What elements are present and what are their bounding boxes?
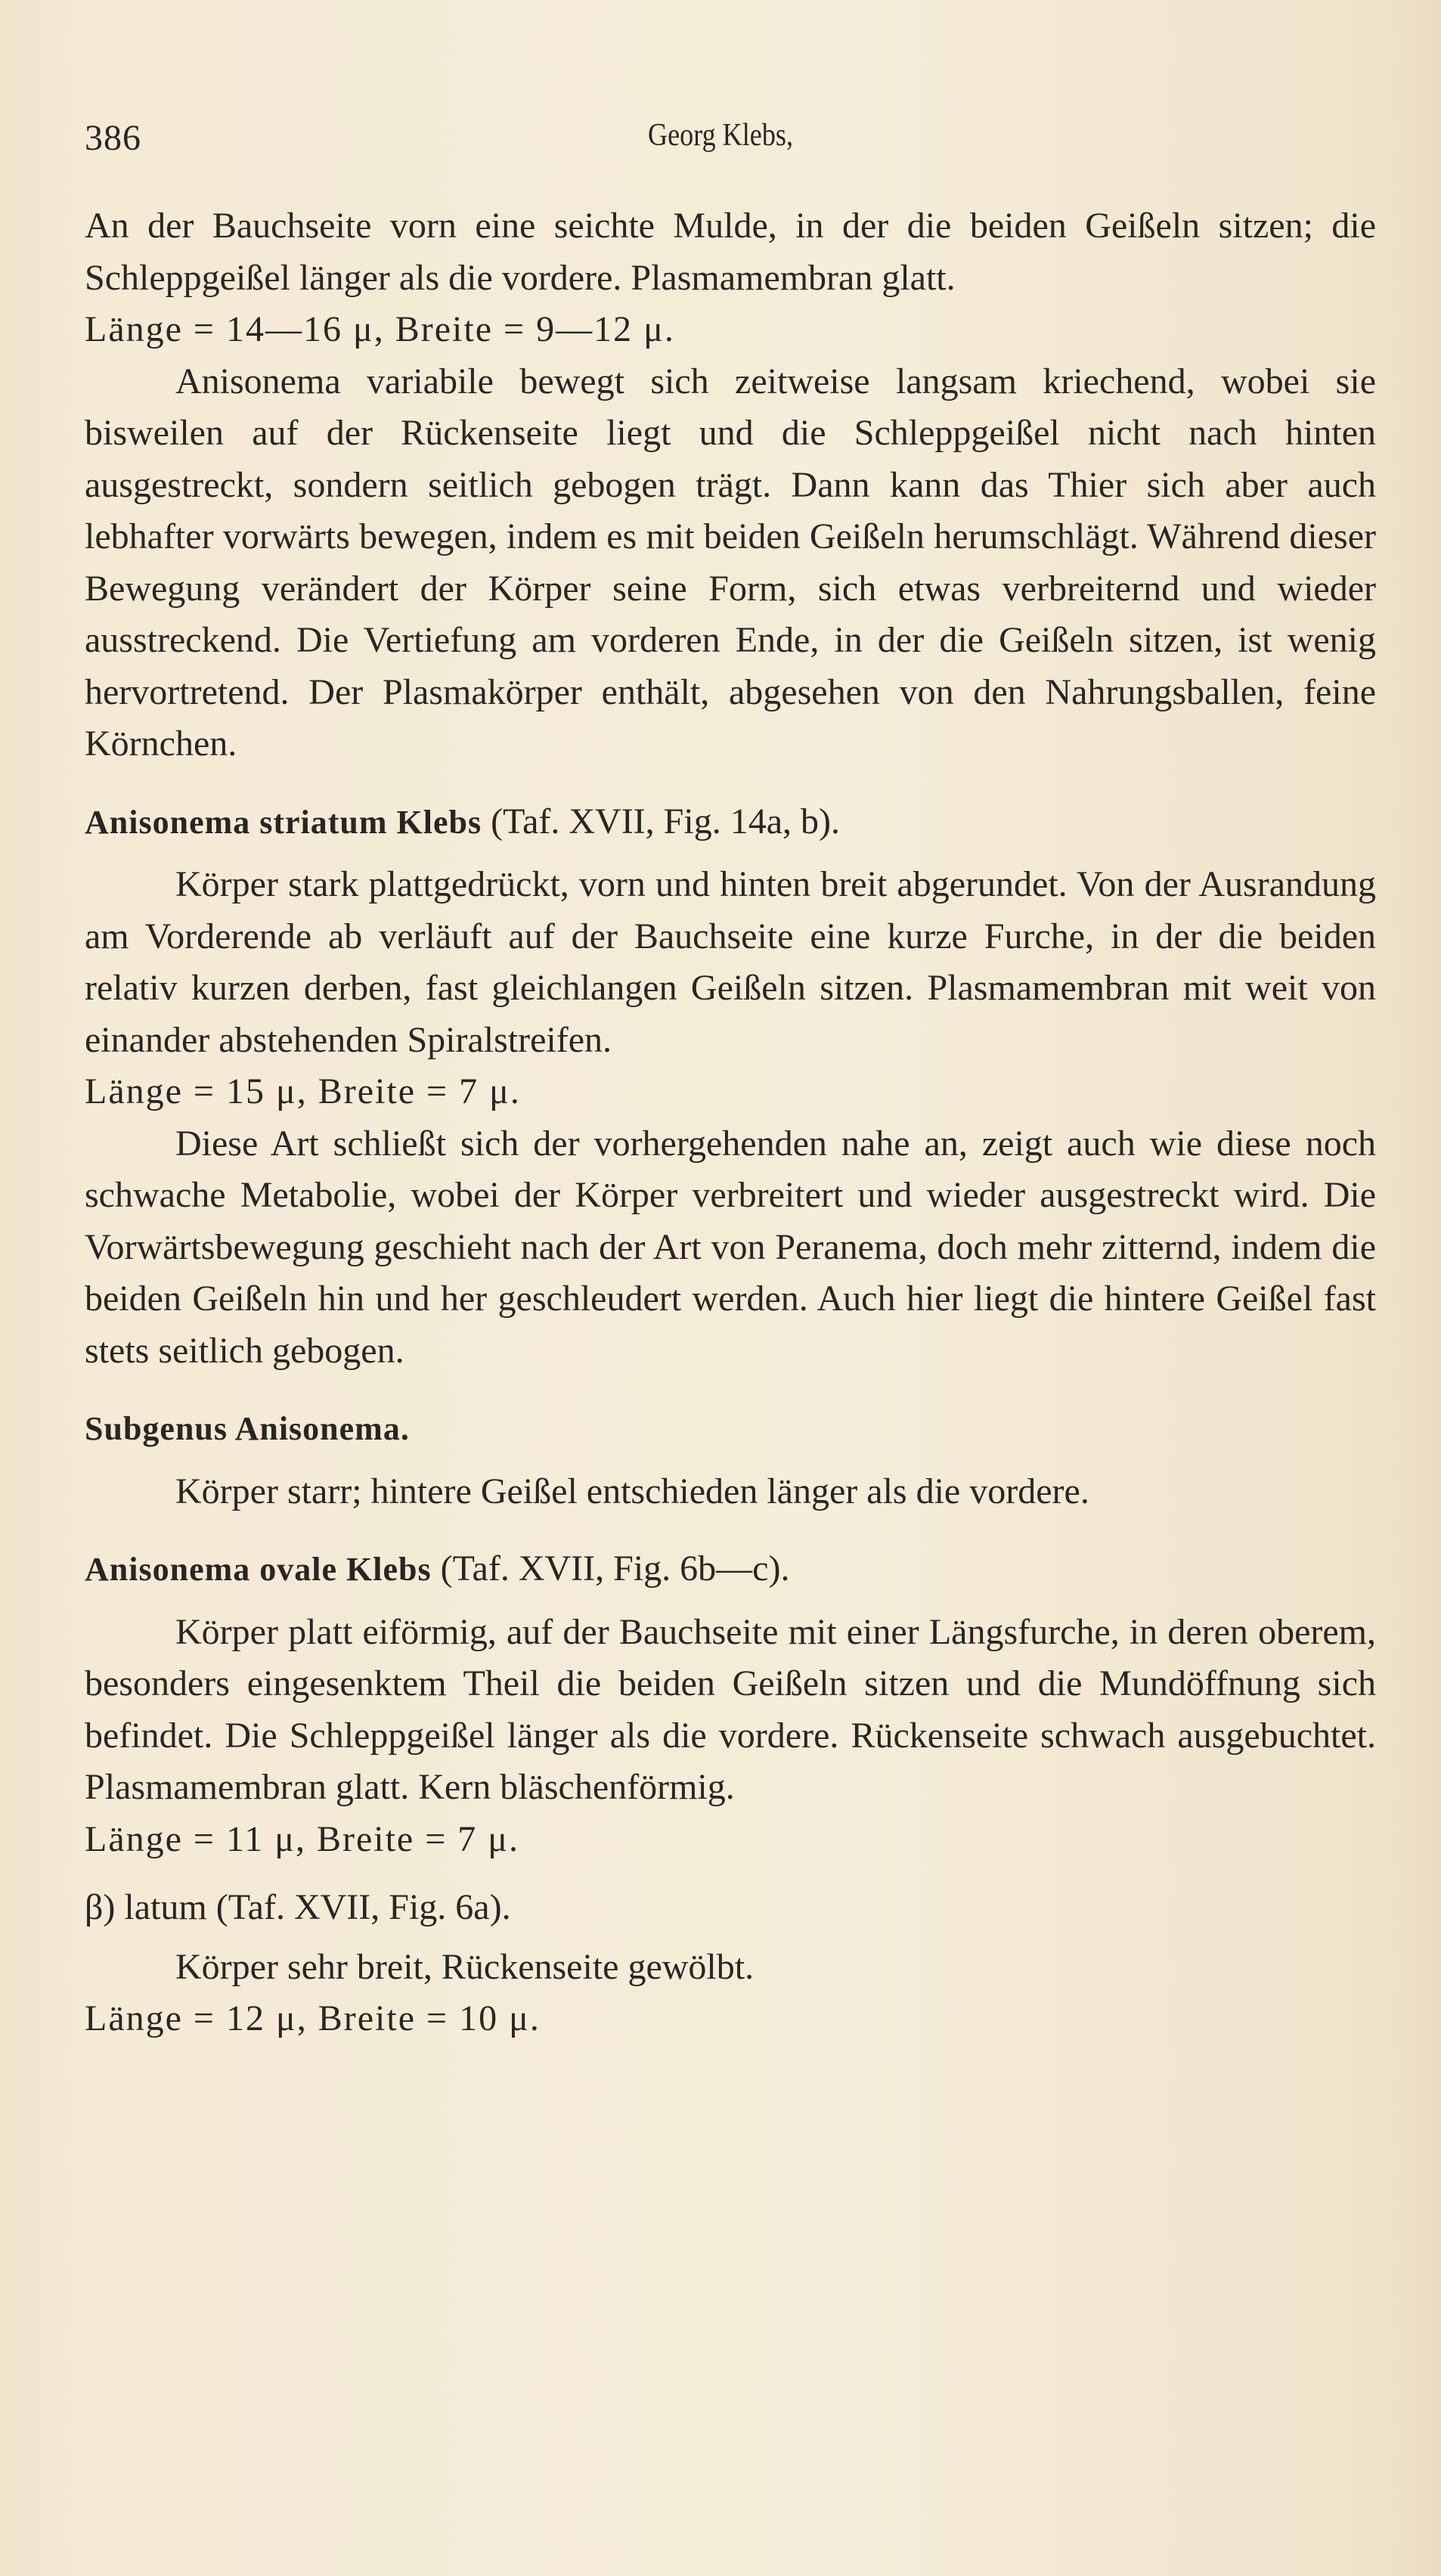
plate-reference: (Taf. XVII, Fig. 14a, b). (491, 801, 840, 842)
page-header (0, 117, 1441, 170)
species-name: Anisonema ovale Klebs (85, 1551, 432, 1588)
subgenus-heading (85, 1377, 1376, 1466)
subgenus-description: Körper starr; hintere Geißel entschieden länger als die vordere. (175, 1471, 1089, 1511)
paragraph: Körper platt eiförmig, auf der Bauchseite mit einer Längsfurche, in deren oberem, besonders eingesenktem Theil die beiden Geißeln sitzen und die Mundöffnung sich befindet. Die Schleppgeißel länger als die vordere. Rückenseite schwach ausgebuchtet. Plasmamembran glatt. Kern bläschenförmig. (85, 1611, 1376, 1807)
variety-description: Körper sehr breit, Rückenseite gewölbt. (175, 1946, 755, 1987)
running-head: Georg Klebs, (648, 118, 793, 153)
measurement-line: Länge = 12 μ, Breite = 10 μ. (85, 1998, 541, 2038)
species-heading (85, 1517, 1376, 1607)
species-name: Anisonema striatum Klebs (85, 803, 482, 841)
measurement-line: Länge = 11 μ, Breite = 7 μ. (85, 1818, 520, 1859)
subgenus-title: Subgenus Anisonema. (85, 1410, 410, 1447)
measurement-line: Länge = 15 μ, Breite = 7 μ. (85, 1071, 521, 1111)
paragraph: Körper stark plattgedrückt, vorn und hinten breit abgerundet. Von der Ausrandung am Vorderende ab verläuft auf der Bauchseite eine kurze Furche, in der die beiden relativ kurzen derben, fast gleichlangen Geißeln sitzen. Plasmamembran mit weit von einander abstehenden Spiralstreifen. (85, 864, 1376, 1060)
measurement-line: Länge = 14—16 μ, Breite = 9—12 μ. (85, 309, 675, 349)
plate-reference: (Taf. XVII, Fig. 6b—c). (440, 1548, 790, 1589)
paragraph: Anisonema variabile bewegt sich zeitweise langsam kriechend, wobei sie bisweilen auf der Rückenseite liegt und die Schleppgeißel nicht nach hinten ausgestreckt, sondern seitlich gebogen trägt. Dann kann das Thier sich aber auch lebhafter vorwärts bewegen, indem es mit beiden Geißeln herumschlägt. Während dieser Bewegung verändert der Körper seine Form, sich etwas verbreiternd und wieder ausstreckend. Die Vertiefung am vorderen Ende, in der die Geißeln sitzen, ist wenig hervortretend. Der Plasmakörper enthält, abgesehen von den Nahrungsballen, feine Körnchen. (85, 361, 1376, 764)
page-number: 386 (85, 118, 141, 158)
species-heading (85, 770, 1376, 860)
body-text (85, 200, 1376, 2045)
paragraph: An der Bauchseite vorn eine seichte Mulde, in der die beiden Geißeln sitzen; die Schleppgeißel länger als die vordere. Plasmamembran glatt. (85, 206, 1376, 298)
variety-heading: β) latum (Taf. XVII, Fig. 6a). (85, 1887, 511, 1927)
paragraph: Diese Art schließt sich der vorhergehenden nahe an, zeigt auch wie diese noch schwache Metabolie, wobei der Körper verbreitert und wieder ausgestreckt wird. Die Vorwärtsbewegung geschieht nach der Art von Peranema, doch mehr zitternd, indem die beiden Geißeln hin und her geschleudert werden. Auch hier liegt die hintere Geißel fast stets seitlich gebogen. (85, 1123, 1376, 1371)
